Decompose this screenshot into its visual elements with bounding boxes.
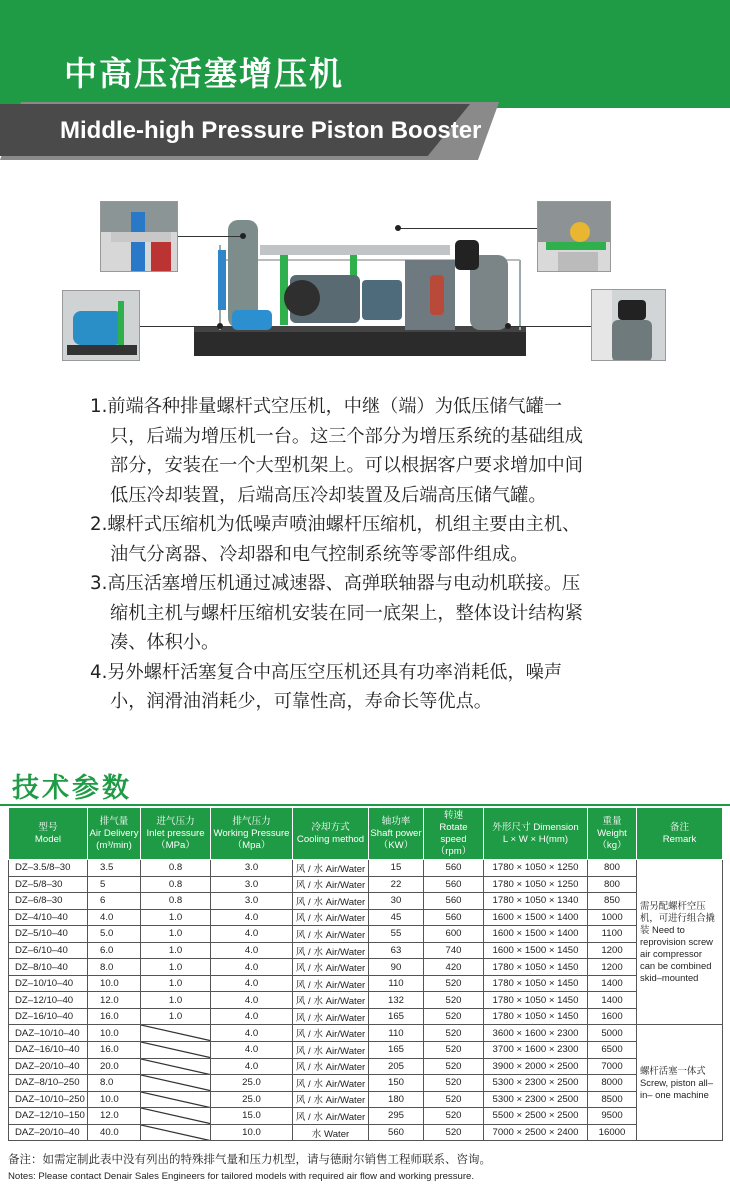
description-line: 只，后端为增压机一台。这三个部分为增压系统的基础组成 bbox=[110, 425, 583, 447]
cell-weight: 850 bbox=[588, 893, 637, 910]
cell-working-pressure: 3.0 bbox=[211, 860, 293, 877]
cell-weight: 800 bbox=[588, 860, 637, 877]
cell-model: DAZ–20/10–40 bbox=[9, 1124, 88, 1141]
col-header-model: 型号 Model bbox=[9, 808, 88, 860]
cell-rotate-speed: 560 bbox=[424, 860, 484, 877]
cell-working-pressure: 10.0 bbox=[211, 1124, 293, 1141]
cell-model: DZ–16/10–40 bbox=[9, 1008, 88, 1025]
col-header-dimension: 外形尺寸 Dimension L × W × H(mm) bbox=[484, 808, 588, 860]
cell-rotate-speed: 520 bbox=[424, 1008, 484, 1025]
cell-air-delivery: 12.0 bbox=[88, 1108, 141, 1125]
callout-line bbox=[508, 326, 591, 327]
cell-shaft-power: 22 bbox=[369, 876, 424, 893]
table-row bbox=[9, 1091, 723, 1108]
cell-dimension: 1780 × 1050 × 1250 bbox=[484, 876, 588, 893]
table-header-row bbox=[9, 808, 723, 860]
cell-shaft-power: 30 bbox=[369, 893, 424, 910]
table-row bbox=[9, 1108, 723, 1125]
col-header-shaft-power: 轴功率 Shaft power （KW） bbox=[369, 808, 424, 860]
cell-weight: 800 bbox=[588, 876, 637, 893]
table-row bbox=[9, 1075, 723, 1092]
cell-working-pressure: 15.0 bbox=[211, 1108, 293, 1125]
cell-inlet-pressure: 1.0 bbox=[141, 942, 211, 959]
cell-working-pressure: 4.0 bbox=[211, 926, 293, 943]
page-title: 中高压活塞增压机 bbox=[64, 54, 344, 93]
description-line: 4.另外螺杆活塞复合中高压空压机还具有功率消耗低，噪声 bbox=[90, 661, 563, 683]
cell-air-delivery: 10.0 bbox=[88, 1091, 141, 1108]
cell-inlet-pressure bbox=[141, 1058, 211, 1075]
cell-dimension: 1780 × 1050 × 1340 bbox=[484, 893, 588, 910]
cell-working-pressure: 4.0 bbox=[211, 942, 293, 959]
cell-air-delivery: 4.0 bbox=[88, 909, 141, 926]
col-header-air-delivery: 排气量 Air Delivery (m³/min) bbox=[88, 808, 141, 860]
col-header-remark: 备注 Remark bbox=[637, 808, 723, 860]
table-row bbox=[9, 926, 723, 943]
description-line: 2.螺杆式压缩机为低噪声喷油螺杆压缩机，机组主要由主机、 bbox=[90, 514, 581, 535]
cell-shaft-power: 110 bbox=[369, 1025, 424, 1042]
cell-air-delivery: 10.0 bbox=[88, 975, 141, 992]
remark-group-2: 螺杆活塞一体式 Screw, piston all–in– one machine bbox=[637, 1025, 723, 1141]
table-row bbox=[9, 1008, 723, 1025]
cell-shaft-power: 45 bbox=[369, 909, 424, 926]
cell-model: DAZ–8/10–250 bbox=[9, 1075, 88, 1092]
cell-weight: 1600 bbox=[588, 1008, 637, 1025]
cell-air-delivery: 16.0 bbox=[88, 1008, 141, 1025]
table-row bbox=[9, 909, 723, 926]
remark-group-1: 需另配螺杆空压机，可进行组合撬装 Need to reprovision screw air compressor can be combined skid–mounted bbox=[637, 860, 723, 1025]
cell-cooling-method: 风 / 水 Air/Water bbox=[293, 942, 369, 959]
detail-photo-filter bbox=[591, 289, 666, 361]
cell-cooling-method: 风 / 水 Air/Water bbox=[293, 959, 369, 976]
cell-cooling-method: 风 / 水 Air/Water bbox=[293, 992, 369, 1009]
cell-dimension: 5300 × 2300 × 2500 bbox=[484, 1075, 588, 1092]
cell-inlet-pressure: 1.0 bbox=[141, 975, 211, 992]
table-row bbox=[9, 860, 723, 877]
cell-weight: 1400 bbox=[588, 975, 637, 992]
callout-dot bbox=[240, 233, 246, 239]
cell-working-pressure: 4.0 bbox=[211, 1042, 293, 1059]
cell-working-pressure: 4.0 bbox=[211, 992, 293, 1009]
callout-line bbox=[140, 326, 220, 327]
cell-working-pressure: 4.0 bbox=[211, 909, 293, 926]
cell-model: DAZ–10/10–40 bbox=[9, 1025, 88, 1042]
col-header-cooling: 冷却方式 Cooling method bbox=[293, 808, 369, 860]
cell-inlet-pressure: 0.8 bbox=[141, 893, 211, 910]
cell-rotate-speed: 520 bbox=[424, 1025, 484, 1042]
cell-cooling-method: 风 / 水 Air/Water bbox=[293, 1108, 369, 1125]
cell-dimension: 3600 × 1600 × 2300 bbox=[484, 1025, 588, 1042]
cell-air-delivery: 5.0 bbox=[88, 926, 141, 943]
cell-working-pressure: 4.0 bbox=[211, 975, 293, 992]
cell-rotate-speed: 520 bbox=[424, 1042, 484, 1059]
cell-inlet-pressure: 1.0 bbox=[141, 926, 211, 943]
col-header-working-pressure: 排气压力 Working Pressure （Mpa） bbox=[211, 808, 293, 860]
cell-model: DZ–8/10–40 bbox=[9, 959, 88, 976]
cell-rotate-speed: 520 bbox=[424, 992, 484, 1009]
cell-cooling-method: 风 / 水 Air/Water bbox=[293, 1008, 369, 1025]
table-row bbox=[9, 992, 723, 1009]
cell-shaft-power: 180 bbox=[369, 1091, 424, 1108]
note-en: Notes: Please contact Denair Sales Engineers for tailored models with required air flow and working pressure. bbox=[8, 1171, 475, 1182]
cell-inlet-pressure bbox=[141, 1042, 211, 1059]
description-line: 1.前端各种排量螺杆式空压机，中继（端）为低压储气罐一 bbox=[90, 396, 563, 417]
cell-inlet-pressure: 0.8 bbox=[141, 860, 211, 877]
col-header-rotate-speed: 转速 Rotate speed （rpm） bbox=[424, 808, 484, 860]
cell-cooling-method: 风 / 水 Air/Water bbox=[293, 893, 369, 910]
table-row bbox=[9, 1042, 723, 1059]
cell-air-delivery: 16.0 bbox=[88, 1042, 141, 1059]
note-zh: 备注：如需定制此表中没有列出的特殊排气量和压力机型，请与德耐尔销售工程师联系、咨询。 bbox=[8, 1152, 491, 1166]
cell-dimension: 1600 × 1500 × 1400 bbox=[484, 909, 588, 926]
callout-dot bbox=[505, 323, 511, 329]
cell-air-delivery: 10.0 bbox=[88, 1025, 141, 1042]
cell-inlet-pressure bbox=[141, 1108, 211, 1125]
cell-rotate-speed: 520 bbox=[424, 1108, 484, 1125]
section-divider bbox=[0, 804, 730, 806]
cell-dimension: 1780 × 1050 × 1450 bbox=[484, 1008, 588, 1025]
description-line: 3.高压活塞增压机通过减速器、高弹联轴器与电动机联接。压 bbox=[90, 573, 581, 594]
cell-shaft-power: 560 bbox=[369, 1124, 424, 1141]
cell-weight: 8500 bbox=[588, 1091, 637, 1108]
cell-working-pressure: 25.0 bbox=[211, 1075, 293, 1092]
cell-dimension: 1780 × 1050 × 1450 bbox=[484, 975, 588, 992]
cell-air-delivery: 6.0 bbox=[88, 942, 141, 959]
cell-air-delivery: 8.0 bbox=[88, 1075, 141, 1092]
cell-weight: 1200 bbox=[588, 959, 637, 976]
cell-dimension: 1780 × 1050 × 1250 bbox=[484, 860, 588, 877]
cell-model: DAZ–10/10–250 bbox=[9, 1091, 88, 1108]
cell-working-pressure: 3.0 bbox=[211, 893, 293, 910]
table-row bbox=[9, 959, 723, 976]
cell-inlet-pressure bbox=[141, 1075, 211, 1092]
cell-air-delivery: 8.0 bbox=[88, 959, 141, 976]
cell-rotate-speed: 520 bbox=[424, 1091, 484, 1108]
cell-weight: 16000 bbox=[588, 1124, 637, 1141]
cell-shaft-power: 295 bbox=[369, 1108, 424, 1125]
cell-model: DZ–6/10–40 bbox=[9, 942, 88, 959]
cell-working-pressure: 4.0 bbox=[211, 1025, 293, 1042]
cell-dimension: 5500 × 2500 × 2500 bbox=[484, 1108, 588, 1125]
cell-rotate-speed: 420 bbox=[424, 959, 484, 976]
cell-model: DZ–3.5/8–30 bbox=[9, 860, 88, 877]
cell-cooling-method: 风 / 水 Air/Water bbox=[293, 1058, 369, 1075]
cell-cooling-method: 风 / 水 Air/Water bbox=[293, 860, 369, 877]
cell-air-delivery: 20.0 bbox=[88, 1058, 141, 1075]
table-row bbox=[9, 876, 723, 893]
description-line: 小，润滑油消耗少，可靠性高，寿命长等优点。 bbox=[110, 691, 492, 712]
cell-dimension: 1780 × 1050 × 1450 bbox=[484, 959, 588, 976]
cell-model: DZ–5/10–40 bbox=[9, 926, 88, 943]
cell-cooling-method: 风 / 水 Air/Water bbox=[293, 975, 369, 992]
cell-rotate-speed: 560 bbox=[424, 893, 484, 910]
cell-working-pressure: 3.0 bbox=[211, 876, 293, 893]
detail-photo-valve bbox=[100, 201, 178, 272]
cell-dimension: 3700 × 1600 × 2300 bbox=[484, 1042, 588, 1059]
cell-model: DZ–4/10–40 bbox=[9, 909, 88, 926]
cell-cooling-method: 风 / 水 Air/Water bbox=[293, 1025, 369, 1042]
description-line: 凑、体积小。 bbox=[110, 632, 220, 653]
cell-model: DZ–10/10–40 bbox=[9, 975, 88, 992]
cell-rotate-speed: 740 bbox=[424, 942, 484, 959]
cell-inlet-pressure bbox=[141, 1091, 211, 1108]
cell-cooling-method: 风 / 水 Air/Water bbox=[293, 909, 369, 926]
cell-inlet-pressure bbox=[141, 1124, 211, 1141]
cell-rotate-speed: 520 bbox=[424, 1075, 484, 1092]
cell-rotate-speed: 520 bbox=[424, 1058, 484, 1075]
cell-model: DAZ–12/10–150 bbox=[9, 1108, 88, 1125]
cell-inlet-pressure: 1.0 bbox=[141, 909, 211, 926]
table-row bbox=[9, 942, 723, 959]
cell-model: DZ–5/8–30 bbox=[9, 876, 88, 893]
machine-photo bbox=[190, 190, 530, 362]
cell-dimension: 7000 × 2500 × 2400 bbox=[484, 1124, 588, 1141]
cell-shaft-power: 55 bbox=[369, 926, 424, 943]
description-line: 缩机主机与螺杆压缩机安装在同一底架上，整体设计结构紧 bbox=[110, 602, 583, 624]
detail-photo-motor-pump bbox=[62, 290, 140, 361]
cell-air-delivery: 5 bbox=[88, 876, 141, 893]
page-subtitle: Middle-high Pressure Piston Booster bbox=[60, 117, 482, 144]
cell-air-delivery: 3.5 bbox=[88, 860, 141, 877]
cell-shaft-power: 165 bbox=[369, 1008, 424, 1025]
cell-dimension: 5300 × 2300 × 2500 bbox=[484, 1091, 588, 1108]
cell-weight: 1000 bbox=[588, 909, 637, 926]
table-row bbox=[9, 1025, 723, 1042]
table-row bbox=[9, 893, 723, 910]
cell-air-delivery: 12.0 bbox=[88, 992, 141, 1009]
table-row bbox=[9, 1124, 723, 1141]
callout-dot bbox=[395, 225, 401, 231]
cell-inlet-pressure: 1.0 bbox=[141, 959, 211, 976]
cell-model: DAZ–16/10–40 bbox=[9, 1042, 88, 1059]
cell-dimension: 1600 × 1500 × 1400 bbox=[484, 926, 588, 943]
table-row bbox=[9, 975, 723, 992]
cell-dimension: 3900 × 2000 × 2500 bbox=[484, 1058, 588, 1075]
cell-cooling-method: 风 / 水 Air/Water bbox=[293, 926, 369, 943]
cell-rotate-speed: 600 bbox=[424, 926, 484, 943]
description-line: 低压冷却装置，后端高压冷却装置及后端高压储气罐。 bbox=[110, 484, 547, 506]
cell-cooling-method: 风 / 水 Air/Water bbox=[293, 876, 369, 893]
cell-weight: 1400 bbox=[588, 992, 637, 1009]
cell-weight: 1200 bbox=[588, 942, 637, 959]
cell-weight: 7000 bbox=[588, 1058, 637, 1075]
cell-shaft-power: 205 bbox=[369, 1058, 424, 1075]
cell-air-delivery: 6 bbox=[88, 893, 141, 910]
cell-working-pressure: 25.0 bbox=[211, 1091, 293, 1108]
cell-rotate-speed: 560 bbox=[424, 876, 484, 893]
callout-line bbox=[178, 236, 243, 237]
cell-working-pressure: 4.0 bbox=[211, 1008, 293, 1025]
cell-working-pressure: 4.0 bbox=[211, 1058, 293, 1075]
cell-working-pressure: 4.0 bbox=[211, 959, 293, 976]
cell-shaft-power: 63 bbox=[369, 942, 424, 959]
cell-model: DZ–12/10–40 bbox=[9, 992, 88, 1009]
cell-cooling-method: 风 / 水 Air/Water bbox=[293, 1091, 369, 1108]
cell-inlet-pressure: 0.8 bbox=[141, 876, 211, 893]
cell-weight: 9500 bbox=[588, 1108, 637, 1125]
cell-rotate-speed: 520 bbox=[424, 975, 484, 992]
cell-weight: 8000 bbox=[588, 1075, 637, 1092]
cell-dimension: 1600 × 1500 × 1450 bbox=[484, 942, 588, 959]
cell-dimension: 1780 × 1050 × 1450 bbox=[484, 992, 588, 1009]
cell-cooling-method: 水 Water bbox=[293, 1124, 369, 1141]
cell-rotate-speed: 520 bbox=[424, 1124, 484, 1141]
col-header-inlet-pressure: 进气压力 Inlet pressure （MPa） bbox=[141, 808, 211, 860]
table-row bbox=[9, 1058, 723, 1075]
detail-photo-gauge bbox=[537, 201, 611, 272]
cell-model: DAZ–20/10–40 bbox=[9, 1058, 88, 1075]
cell-rotate-speed: 560 bbox=[424, 909, 484, 926]
cell-shaft-power: 132 bbox=[369, 992, 424, 1009]
cell-inlet-pressure bbox=[141, 1025, 211, 1042]
cell-inlet-pressure: 1.0 bbox=[141, 1008, 211, 1025]
cell-model: DZ–6/8–30 bbox=[9, 893, 88, 910]
description-line: 油气分离器、冷却器和电气控制系统等零部件组成。 bbox=[110, 543, 529, 565]
callout-line bbox=[398, 228, 537, 229]
spec-table bbox=[8, 807, 723, 1141]
cell-shaft-power: 150 bbox=[369, 1075, 424, 1092]
cell-weight: 5000 bbox=[588, 1025, 637, 1042]
cell-weight: 6500 bbox=[588, 1042, 637, 1059]
cell-shaft-power: 90 bbox=[369, 959, 424, 976]
cell-cooling-method: 风 / 水 Air/Water bbox=[293, 1075, 369, 1092]
section-title: 技术参数 bbox=[12, 773, 132, 804]
cell-cooling-method: 风 / 水 Air/Water bbox=[293, 1042, 369, 1059]
cell-shaft-power: 15 bbox=[369, 860, 424, 877]
cell-air-delivery: 40.0 bbox=[88, 1124, 141, 1141]
description-line: 部分，安装在一个大型机架上。可以根据客户要求增加中间 bbox=[110, 455, 583, 476]
callout-dot bbox=[217, 323, 223, 329]
cell-shaft-power: 110 bbox=[369, 975, 424, 992]
description bbox=[90, 392, 690, 717]
cell-shaft-power: 165 bbox=[369, 1042, 424, 1059]
cell-inlet-pressure: 1.0 bbox=[141, 992, 211, 1009]
col-header-weight: 重量 Weight （kg） bbox=[588, 808, 637, 860]
cell-weight: 1100 bbox=[588, 926, 637, 943]
